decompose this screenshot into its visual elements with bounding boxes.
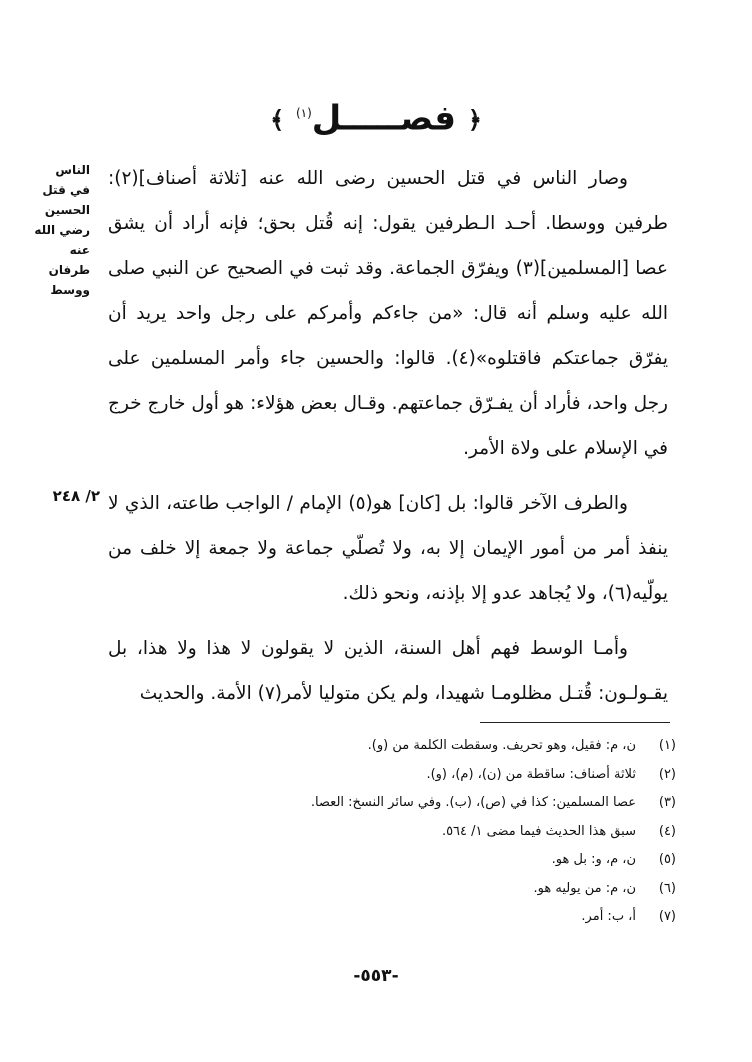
- footnote-text: ن، م، و: بل هو.: [551, 852, 636, 867]
- footnote-divider: [480, 722, 670, 723]
- footnote-item: [108, 846, 676, 875]
- title-footnote-ref: (١): [295, 106, 312, 120]
- footnote-number: (٤): [658, 823, 676, 839]
- footnote-number: (٥): [658, 852, 676, 867]
- footnote-item: [108, 732, 676, 761]
- ornament-bracket-left: ﴾: [270, 105, 285, 134]
- footnote-text: سبق هذا الحديث فيما مضى ١/ ٥٦٤.: [441, 823, 636, 839]
- footnote-text: ن، م: من يوليه هو.: [533, 880, 636, 896]
- paragraph: والطرف الآخر قالوا: بل [كان] هو(٥) الإمام / الواجب طاعته، الذي لا ينفذ أمر من أمور الإيمان إلا به، ولا تُصلّي جماعة ولا جمعة إلا خلف من يولّيه(٦)، ولا يُجاهد عدو إلا بإذنه، ونحو ذلك.: [108, 493, 668, 604]
- footnote-text: ن، م: فقيل، وهو تحريف. وسقطت الكلمة من (و).: [367, 738, 636, 753]
- paragraph: وصار الناس في قتل الحسين رضى الله عنه [ثلاثة أصناف](٢): طرفين ووسطا. أحـد الـطرفين يقول: إنه قُتل بحق؛ فإنه أراد أن يشق عصا [المسلمين](٣) ويفرّق الجماعة. وقد ثبت في الصحيح عن النبي صلى الله عليه وسلم أنه قال: «من جاءكم وأمركم على رجل واحد يريد أن يفرّق جماعتكم فاقتلوه»(٤). قالوا: والحسين جاء وأمر المسلمين على رجل واحد، فأراد أن يفـرّق جماعتهم. وقـال بعض هؤلاء: هو أول خارج خرج في الإسلام على ولاة الأمر.: [108, 168, 668, 459]
- footnote-number: (٧): [658, 909, 676, 924]
- footnote-text: ثلاثة أصناف: ساقطة من (ن)، (م)، (و).: [426, 766, 636, 782]
- footnote-item: [108, 903, 676, 932]
- main-text: [108, 156, 668, 726]
- footnote-number: (٦): [658, 880, 676, 896]
- page-number: -٥٥٣-: [353, 966, 399, 986]
- original-page-reference: ٢/ ٢٤٨: [52, 487, 100, 505]
- footnote-number: (٣): [658, 795, 676, 810]
- footnote-text: أ، ب: أمر.: [581, 909, 636, 924]
- footnote-text: عصا المسلمين: كذا في (ص)، (ب). وفي سائر النسخ: العصا.: [310, 795, 636, 810]
- margin-note: الناس في قتل الحسين رضي الله عنه طرفان ووسط: [34, 163, 90, 297]
- footnote-number: (١): [658, 738, 676, 753]
- section-title-text: فصـــــل: [311, 98, 457, 139]
- paragraph: وأمـا الوسط فهم أهل السنة، الذين لا يقولون لا هذا ولا هذا، بل يقـولـون: قُتـل مظلومـا شهيدا، ولم يكن متوليا لأمر(٧) الأمة. والحديث: [108, 638, 668, 704]
- section-title: [0, 88, 752, 145]
- footnote-item: [108, 875, 676, 904]
- footnote-item: [108, 789, 676, 818]
- footnote-number: (٢): [658, 766, 676, 782]
- footnote-item: [108, 761, 676, 790]
- footnotes: [108, 732, 676, 932]
- footnote-item: [108, 818, 676, 847]
- ornament-bracket-right: ﴿: [467, 105, 482, 134]
